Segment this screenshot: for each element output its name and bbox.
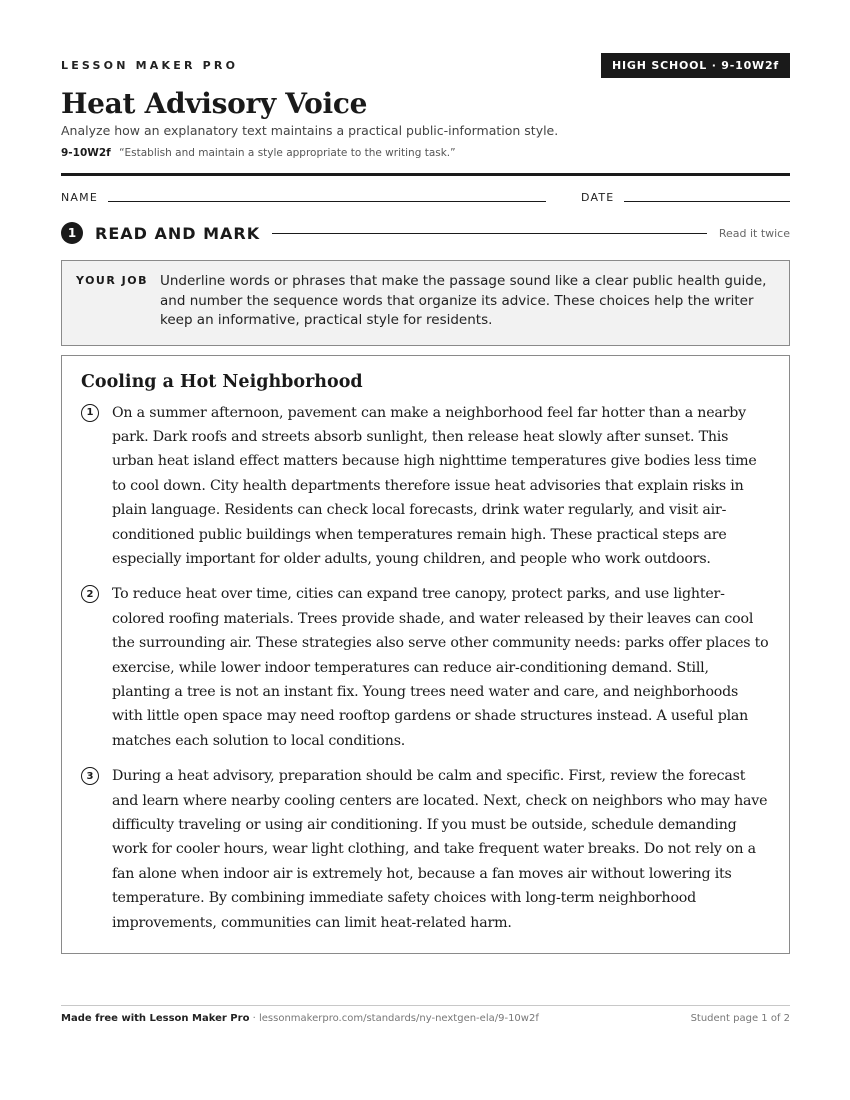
name-label: NAME — [61, 191, 98, 204]
footer-separator: · — [249, 1013, 259, 1024]
section-note: Read it twice — [718, 226, 790, 240]
standard-text: “Establish and maintain a style appropriate to the writing task.” — [119, 147, 456, 159]
date-label: DATE — [581, 191, 615, 204]
page-title: Heat Advisory Voice — [61, 87, 368, 120]
footer-page-number: Student page 1 of 2 — [690, 1013, 790, 1024]
paragraph-number-badge: 1 — [81, 404, 99, 422]
paragraph-text: During a heat advisory, preparation should be calm and specific. First, review the forecast and learn where nearby cooling centers are located. Next, check on neighbors who may have difficulty traveling or using air conditioning. If you must be outside, schedule demanding work for cooler hours, wear light clothing, and take frequent water breaks. Do not rely on a fan alone when indoor air is extremely hot, because a fan moves air without lowering its temperature. By combining immediate safety choices with long-term neighborhood improvements, communities can limit heat-related harm. — [112, 768, 768, 931]
paragraph-text: On a summer afternoon, pavement can make a neighborhood feel far hotter than a nearby park. Dark roofs and streets absorb sunlight, then release heat slowly after sunset. This urban heat island effect matters because high nighttime temperatures give bodies less time to cool down. City health departments therefore issue heat advisories that explain risks in plain language. Residents can check local forecasts, drink water regularly, and visit air-conditioned public buildings when temperatures remain high. These practical steps are especially important for older adults, young children, and people who work outdoors. — [112, 404, 757, 567]
passage-paragraph — [81, 764, 770, 935]
date-field[interactable] — [624, 200, 790, 202]
brand-name: LESSON MAKER PRO — [61, 58, 239, 72]
name-date-row — [61, 191, 790, 204]
page-footer — [61, 1005, 790, 1024]
footer-brand: Made free with Lesson Maker Pro — [61, 1013, 250, 1024]
paragraph-number-badge: 3 — [81, 767, 99, 785]
section-title: READ AND MARK — [95, 223, 261, 243]
standard-code: 9-10W2f — [61, 147, 111, 159]
footer-credit — [61, 1013, 539, 1024]
passage-paragraph — [81, 582, 770, 753]
section-number-badge: 1 — [61, 222, 83, 244]
paragraph-text: To reduce heat over time, cities can expand tree canopy, protect parks, and use lighter-colored roofing materials. Trees provide shade, and water released by their leaves can cool the surrounding air. These strategies also serve other community needs: parks offer places to exercise, while lower indoor temperatures can reduce air-conditioning demand. Still, planting a tree is not an instant fix. Young trees need water and care, and neighborhoods with little open space may need rooftop gardens or shade structures instead. A useful plan matches each solution to local conditions. — [112, 586, 769, 749]
section-header — [61, 222, 790, 244]
level-badge: HIGH SCHOOL · 9-10W2f — [601, 53, 790, 78]
standard-line — [61, 147, 790, 159]
worksheet-page — [61, 52, 790, 954]
passage-box — [61, 355, 790, 955]
passage-title: Cooling a Hot Neighborhood — [81, 371, 363, 392]
footer-url: lessonmakerpro.com/standards/ny-nextgen-ela/9-10w2f — [258, 1013, 539, 1024]
paragraph-number-badge: 2 — [81, 585, 99, 603]
passage-paragraph — [81, 401, 770, 572]
section-divider — [272, 233, 707, 234]
job-instructions-box — [61, 260, 790, 346]
page-subtitle: Analyze how an explanatory text maintains a practical public-information style. — [61, 123, 559, 138]
header-divider — [61, 173, 790, 176]
job-text: Underline words or phrases that make the passage sound like a clear public health guide, and number the sequence words that organize its advice. These choices help the writer keep an informative, practical style for residents. — [160, 273, 767, 328]
header-top-row — [61, 52, 790, 78]
job-label: YOUR JOB — [76, 274, 148, 287]
name-field[interactable] — [108, 200, 546, 202]
